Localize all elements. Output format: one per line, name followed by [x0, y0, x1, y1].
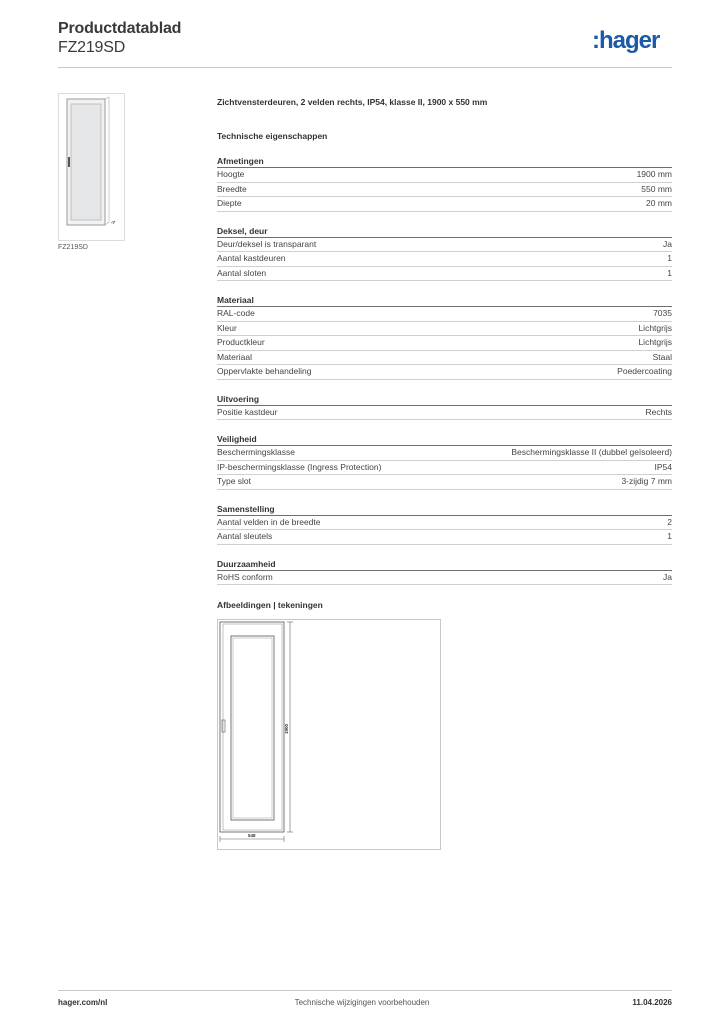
technical-drawing	[217, 619, 441, 850]
section-title: Deksel, deur	[217, 225, 672, 238]
spec-value: Rechts	[645, 406, 672, 417]
spec-row	[217, 252, 672, 267]
section-title: Materiaal	[217, 294, 672, 307]
hager-logo-text: :hager	[592, 27, 660, 54]
spec-value: Lichtgrijs	[638, 322, 672, 333]
spec-row	[217, 322, 672, 337]
spec-row	[217, 351, 672, 366]
height-dimension-label: 1900	[284, 723, 289, 734]
footer-divider	[58, 990, 672, 991]
spec-row	[217, 197, 672, 212]
spec-value: Lichtgrijs	[638, 337, 672, 347]
spec-value: 3-zijdig 7 mm	[621, 476, 672, 486]
spec-row	[217, 307, 672, 322]
header-divider	[58, 67, 672, 68]
spec-label: Productkleur	[217, 337, 265, 347]
spec-value: 1900 mm	[636, 169, 672, 179]
product-description: Zichtvensterdeuren, 2 velden rechts, IP54, klasse II, 1900 x 550 mm	[217, 97, 488, 107]
door-thumbnail-image	[59, 94, 124, 240]
spec-value: Ja	[663, 571, 672, 582]
spec-section	[217, 155, 672, 212]
footer-website-link[interactable]: hager.com/nl	[58, 998, 108, 1007]
thumbnail-caption: FZ219SD	[58, 244, 88, 251]
document-title: Productdatablad	[58, 20, 182, 37]
product-thumbnail	[58, 93, 125, 241]
section-title: Veiligheid	[217, 433, 672, 446]
footer-disclaimer: Technische wijzigingen voorbehouden	[294, 998, 430, 1007]
spec-value: 1	[667, 253, 672, 263]
section-title: Uitvoering	[217, 393, 672, 406]
door-dimension-drawing	[218, 620, 440, 849]
product-spec-column	[217, 96, 672, 585]
spec-label: Aantal sloten	[217, 267, 267, 278]
spec-value: 7035	[653, 308, 672, 318]
spec-label: Aantal kastdeuren	[217, 253, 286, 263]
spec-row	[217, 406, 672, 421]
section-title: Duurzaamheid	[217, 558, 672, 571]
spec-row	[217, 516, 672, 531]
spec-value: Beschermingsklasse II (dubbel geïsoleerd)	[511, 447, 672, 457]
spec-value: 1	[667, 531, 672, 541]
spec-label: Type slot	[217, 476, 252, 486]
spec-label: Kleur	[217, 322, 237, 333]
spec-section	[217, 558, 672, 586]
spec-value: 2	[667, 516, 672, 527]
spec-label: Beschermingsklasse	[217, 447, 295, 457]
spec-label: Deur/deksel is transparant	[217, 238, 317, 249]
spec-label: RoHS conform	[217, 571, 273, 582]
spec-value: Ja	[663, 238, 672, 249]
spec-section	[217, 433, 672, 490]
spec-section	[217, 225, 672, 282]
section-title: Samenstelling	[217, 503, 672, 516]
footer-date: 11.04.2026	[632, 998, 672, 1007]
spec-row	[217, 365, 672, 380]
spec-sections	[217, 155, 672, 585]
drawings-heading: Afbeeldingen | tekeningen	[217, 600, 323, 610]
spec-label: Materiaal	[217, 351, 252, 362]
spec-row	[217, 571, 672, 586]
spec-label: Aantal sleutels	[217, 531, 273, 541]
spec-label: Oppervlakte behandeling	[217, 366, 312, 376]
spec-row	[217, 446, 672, 461]
hager-logo	[592, 26, 674, 56]
spec-value: 550 mm	[641, 183, 672, 194]
spec-label: IP-beschermingsklasse (Ingress Protection)	[217, 461, 382, 472]
spec-row	[217, 267, 672, 282]
spec-row	[217, 183, 672, 198]
spec-value: Poedercoating	[617, 366, 672, 376]
spec-value: 20 mm	[646, 198, 672, 208]
spec-row	[217, 475, 672, 490]
technical-properties-heading: Technische eigenschappen	[217, 131, 328, 141]
spec-section	[217, 294, 672, 380]
spec-label: Breedte	[217, 183, 247, 194]
spec-label: Positie kastdeur	[217, 406, 278, 417]
spec-value: Staal	[652, 351, 672, 362]
spec-section	[217, 393, 672, 421]
spec-value: IP54	[654, 461, 672, 472]
spec-value: 1	[667, 267, 672, 278]
spec-row	[217, 461, 672, 476]
product-code: FZ219SD	[58, 39, 126, 56]
width-dimension-label: 548	[248, 833, 256, 838]
spec-label: Diepte	[217, 198, 242, 208]
spec-row	[217, 336, 672, 351]
spec-section	[217, 503, 672, 545]
section-title: Afmetingen	[217, 155, 672, 168]
spec-row	[217, 168, 672, 183]
spec-row	[217, 238, 672, 253]
spec-row	[217, 530, 672, 545]
spec-label: Aantal velden in de breedte	[217, 516, 321, 527]
spec-label: RAL-code	[217, 308, 255, 318]
spec-label: Hoogte	[217, 169, 245, 179]
